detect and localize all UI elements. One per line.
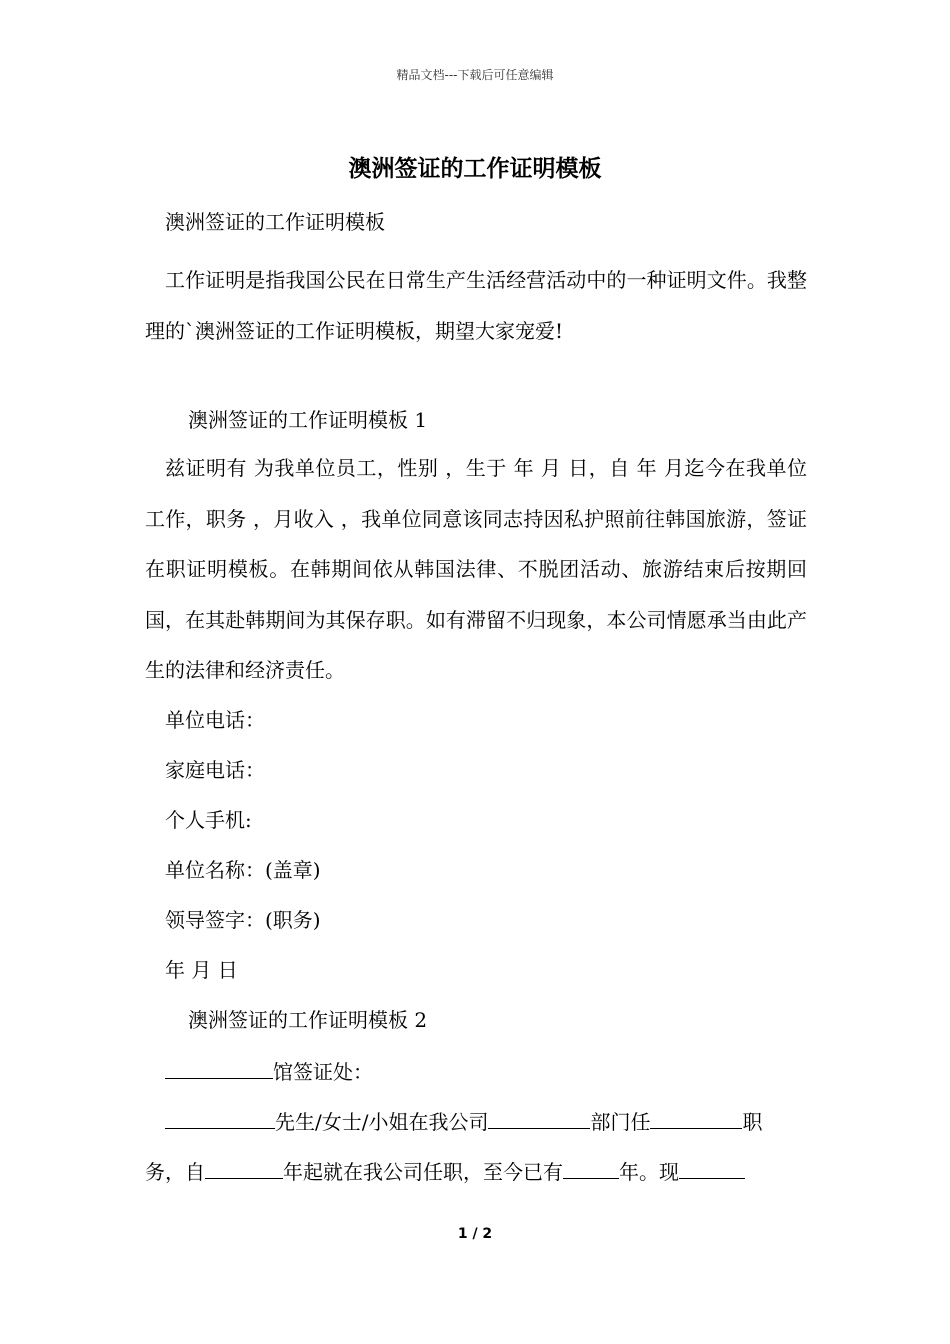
section2-line2 <box>165 1106 762 1136</box>
text-segment: 年起就在我公司任职，至今已有 <box>283 1160 563 1184</box>
field-unit-phone: 单位电话： <box>165 708 265 732</box>
intro-paragraph: 工作证明是指我国公民在日常生产生活经营活动中的一种证明文件。我整理的`澳洲签证的工作证明模板，期望大家宠爱! <box>145 268 807 343</box>
header-note: 精品文档---下载后可任意编辑 <box>396 68 554 82</box>
blank-line <box>165 1106 275 1129</box>
blank-line <box>488 1106 590 1129</box>
text-segment: 部门任 <box>590 1110 651 1134</box>
blank-line <box>165 1056 273 1079</box>
field-leader-signature: 领导签字：(职务) <box>165 908 321 932</box>
blank-line <box>679 1156 745 1179</box>
section2-line3 <box>145 1156 745 1186</box>
text-segment: 职 <box>742 1110 763 1134</box>
text-segment: 年。现 <box>619 1160 679 1184</box>
field-mobile: 个人手机: <box>165 808 252 832</box>
section1-body: 兹证明有 为我单位员工，性别 ，生于 年 月 日，自 年 月迄今在我单位工作，职务 ，月收入 ，我单位同意该同志持因私护照前往韩国旅游，签证在职证明模板。在韩期间依从韩国法律、不脱团活动、旅游结束后按期回国，在其赴韩期间为其保存职。如有滞留不归现象，本公司情愿承当由此产生的法律和经济责任。 <box>145 456 807 682</box>
blank-line <box>650 1106 742 1129</box>
embassy-visa-office: 馆签证处： <box>273 1060 373 1084</box>
field-date: 年 月 日 <box>165 958 238 982</box>
blank-line <box>563 1156 619 1179</box>
page-number: 1 / 2 <box>457 1226 493 1242</box>
field-unit-name: 单位名称：(盖章) <box>165 858 321 882</box>
document-subtitle: 澳洲签证的工作证明模板 <box>165 210 385 234</box>
section1-heading: 澳洲签证的工作证明模板 1 <box>188 408 428 432</box>
section2-line1 <box>165 1056 373 1086</box>
field-home-phone: 家庭电话： <box>165 758 265 782</box>
document-title: 澳洲签证的工作证明模板 <box>348 155 602 182</box>
blank-line <box>205 1156 283 1179</box>
section2-heading: 澳洲签证的工作证明模板 2 <box>188 1008 428 1032</box>
text-segment: 务，自 <box>145 1160 205 1184</box>
text-segment: 先生/女士/小姐在我公司 <box>275 1110 489 1134</box>
